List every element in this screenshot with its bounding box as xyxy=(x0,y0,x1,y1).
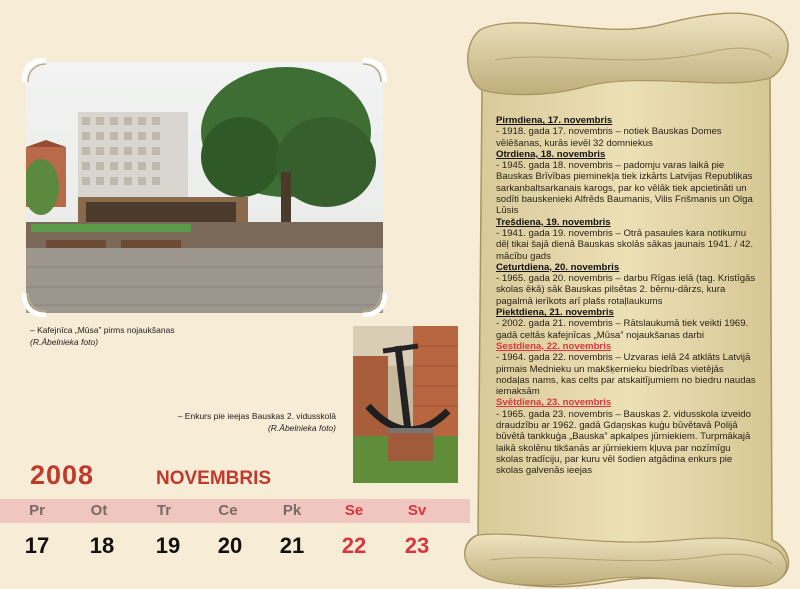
corner-ornament-icon xyxy=(22,58,48,84)
weekday-ot: Ot xyxy=(90,502,108,519)
event-text: - 2002. gada 21. novembris – Rātslaukumā tiek veikti 1969. gadā celtās kafejnīcas „Mūsa” nojaukšanas darbi xyxy=(496,318,749,341)
event-day-22 xyxy=(496,341,758,397)
calendar-month: NOVEMBRIS xyxy=(156,468,272,489)
anchor-photo-caption xyxy=(100,410,336,434)
anchor-caption-text: – Enkurs pie ieejas Bauskas 2. vidusskolā xyxy=(177,411,336,421)
event-heading: Sestdiena, 22. novembris xyxy=(496,340,612,352)
event-day-18 xyxy=(496,149,758,217)
cafe-caption-credit: (R.Ābelnieka foto) xyxy=(30,337,99,347)
anchor-caption-credit: (R.Ābelnieka foto) xyxy=(267,423,336,433)
calendar-year: 2008 xyxy=(30,460,95,490)
corner-ornament-icon xyxy=(22,291,48,317)
event-text: - 1945. gada 18. novembris – padomju varas laikā pie Bauskas Brīvības pieminekļa tiek izkārts Latvijas Republikas sarkanbaltsarkanais karogs, par ko vēlāk tiek apcietināti un sodīti bauskenieki Alfrēds Baumanis, Vilis Frišmanis un Olga Lūsis xyxy=(496,160,753,217)
anchor-photo xyxy=(353,326,458,483)
date-23: 23 xyxy=(404,533,430,558)
cafe-photo-caption xyxy=(30,324,250,348)
event-text: - 1965. gada 20. novembris – darbu Rīgas ielā (tag. Kristīgās skolas ēkā) sāk Bauskas pilsētas 2. bērnu-dārzs, kura pagalmā ierīkots arī plašs rotaļlaukums xyxy=(496,273,756,307)
corner-ornament-icon xyxy=(361,58,387,84)
event-heading: Otrdiena, 18. novembris xyxy=(496,148,606,160)
event-day-23 xyxy=(496,397,758,476)
weekday-sv: Sv xyxy=(407,502,427,519)
date-22: 22 xyxy=(341,533,367,558)
event-heading: Ceturtdiena, 20. novembris xyxy=(496,261,620,273)
cafe-caption-text: – Kafejnīca „Mūsa” pirms nojaukšanas xyxy=(30,325,175,335)
cafe-photo xyxy=(26,62,383,313)
event-heading: Piektdiena, 21. novembris xyxy=(496,307,614,319)
event-heading: Pirmdiena, 17. novembris xyxy=(496,115,613,126)
date-20: 20 xyxy=(217,533,243,558)
event-day-21 xyxy=(496,307,758,341)
weekday-pk: Pk xyxy=(282,502,302,519)
corner-ornament-icon xyxy=(361,291,387,317)
event-text: - 1941. gada 19. novembris – Otrā pasaules kara notikumu dēļ tikai šajā dienā Bauskas skolās sākas jaunais 1941. / 42. mācību gads xyxy=(496,227,754,262)
event-text: - 1965. gada 23. novembris – Bauskas 2. vidusskola izveido draudzību ar 1962. gadā Gdaņskas kuģu būvētavā Polijā būvētā tankkuģa „Bauska” apkalpes jūrniekiem. Turpmākajā laikā skolēnu tikšanās ar jūrniekiem kļuva par nozīmīgu skolas tradīciju, par kuru vēl šodien atgādina enkurs pie skolas galvenās ieejas xyxy=(496,408,751,477)
event-day-19 xyxy=(496,217,758,262)
events-list xyxy=(496,115,758,477)
cafe-photo-image xyxy=(26,62,383,313)
weekday-se: Se xyxy=(344,502,364,519)
date-19: 19 xyxy=(155,533,181,558)
weekday-pr: Pr xyxy=(29,502,45,519)
event-heading: Svētdiena, 23. novembris xyxy=(496,397,612,409)
anchor-photo-image xyxy=(353,326,458,483)
date-21: 21 xyxy=(279,533,305,558)
weekday-ce: Ce xyxy=(218,502,238,519)
event-day-20 xyxy=(496,262,758,307)
event-text: - 1964. gada 22. novembris – Uzvaras ielā 24 atklāts Latvijā pirmais Mednieku un makšķernieku biedrības vietējās nodaļas nams, kas celts par atskaitījumiem no biedru naudas iemaksām xyxy=(496,352,756,398)
event-day-17 xyxy=(496,115,758,149)
event-text: - 1918. gada 17. novembris – notiek Bauskas Domes vēlēšanas, kurās ievēl 32 domniekus xyxy=(496,126,722,149)
date-17: 17 xyxy=(24,533,50,558)
date-18: 18 xyxy=(89,533,115,558)
weekday-tr: Tr xyxy=(156,502,172,519)
event-heading: Trešdiena, 19. novembris xyxy=(496,216,611,228)
